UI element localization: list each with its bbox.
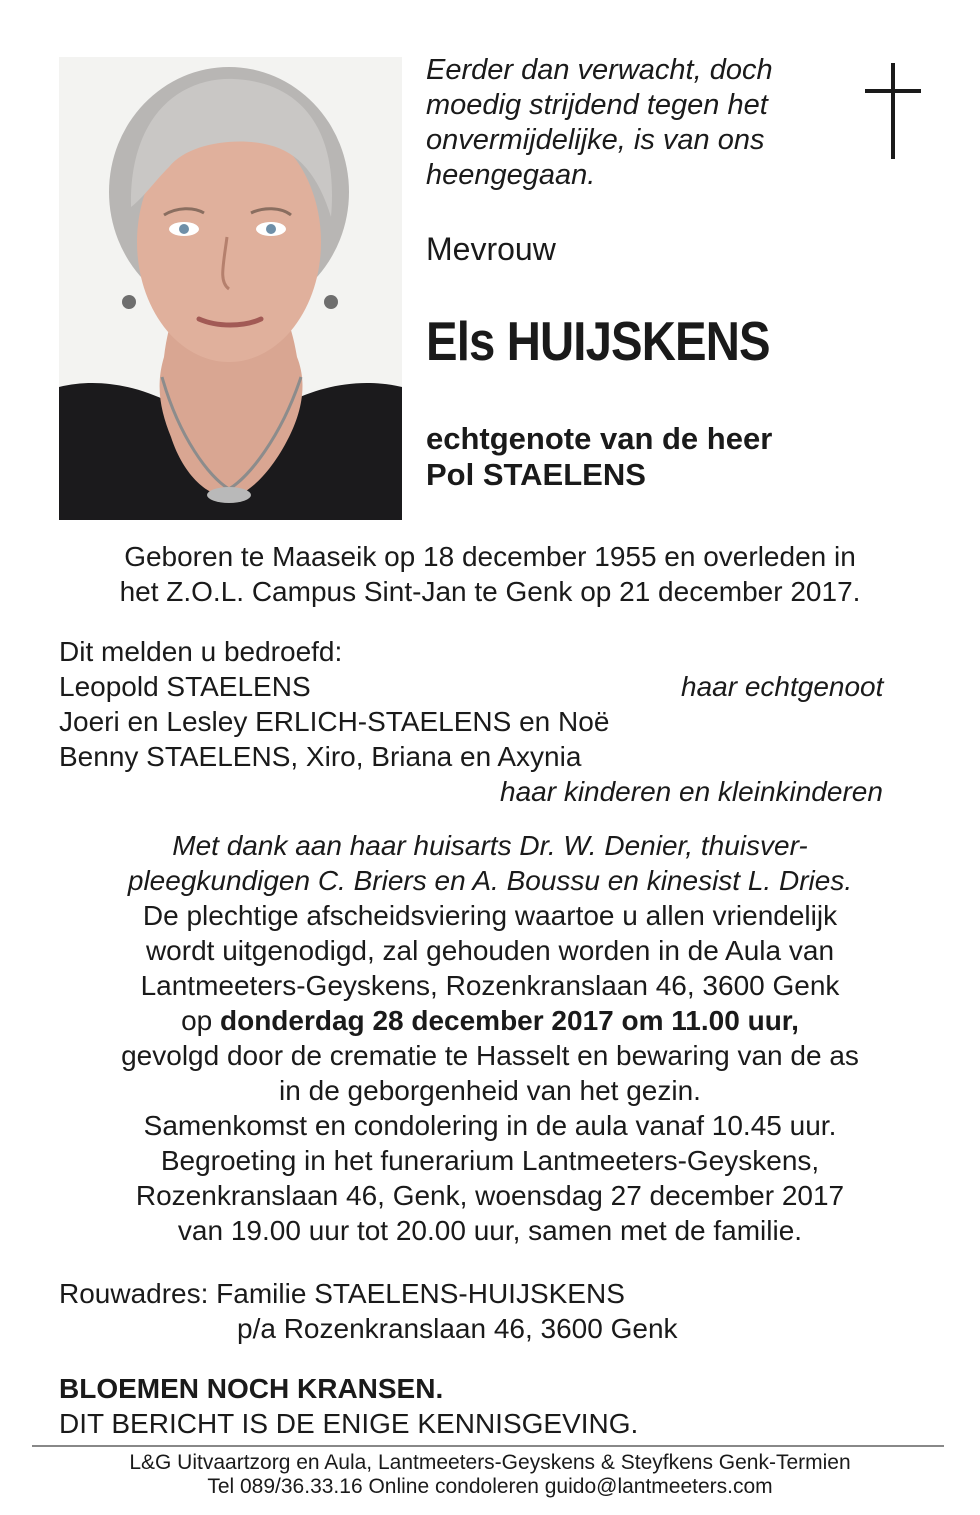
intro-quote-line: moedig strijdend tegen het xyxy=(426,89,768,121)
children-role: haar kinderen en kleinkinderen xyxy=(500,776,883,807)
thanks-line: Met dank aan haar huisarts Dr. W. Denier, thuisver- xyxy=(172,830,808,861)
mourning-address-street: p/a Rozenkranslaan 46, 3600 Genk xyxy=(237,1313,678,1344)
ceremony-line: Rozenkranslaan 46, Genk, woensdag 27 december 2017 xyxy=(135,1180,845,1211)
intro-quote-line: onvermijdelijke, is van ons xyxy=(426,124,765,156)
birth-death-line: het Z.O.L. Campus Sint-Jan te Genk op 21 december 2017. xyxy=(119,576,861,607)
ceremony-text xyxy=(40,828,940,1248)
ceremony-line: van 19.00 uur tot 20.00 uur, samen met de familie. xyxy=(177,1215,803,1246)
ceremony-line: Begroeting in het funerarium Lantmeeters-Geyskens, xyxy=(160,1145,820,1176)
spouse-line: Pol STAELENS xyxy=(426,457,646,492)
ceremony-line: De plechtige afscheidsviering waartoe u allen vriendelijk xyxy=(142,900,838,931)
mourning-address: Rouwadres: Familie STAELENS-HUIJSKENS xyxy=(59,1278,625,1309)
honorific-title: Mevrouw xyxy=(426,231,556,267)
ceremony-date-prefix: op xyxy=(181,1005,220,1036)
ceremony-line: Samenkomst en condolering in de aula vanaf 10.45 uur. xyxy=(143,1110,837,1141)
cross-icon xyxy=(863,63,923,159)
birth-death-line: Geboren te Maaseik op 18 december 1955 en overleden in xyxy=(124,541,856,572)
ceremony-date: donderdag 28 december 2017 om 11.00 uur, xyxy=(220,1005,799,1036)
footer-contact: Tel 089/36.33.16 Online condoleren guido@lantmeeters.com xyxy=(207,1475,773,1498)
ceremony-line: wordt uitgenodigd, zal gehouden worden in de Aula van xyxy=(145,935,835,966)
ceremony-line: Lantmeeters-Geyskens, Rozenkranslaan 46, 3600 Genk xyxy=(140,970,840,1001)
husband-name: Leopold STAELENS xyxy=(59,671,311,702)
ceremony-line: in de geborgenheid van het gezin. xyxy=(279,1075,701,1106)
footer-funeral-home: L&G Uitvaartzorg en Aula, Lantmeeters-Geyskens & Steyfkens Genk-Termien xyxy=(129,1451,851,1474)
intro-quote xyxy=(426,53,846,193)
birth-death-text xyxy=(40,539,940,609)
ceremony-line: gevolgd door de crematie te Hasselt en bewaring van de as xyxy=(121,1040,859,1071)
portrait-photo xyxy=(59,57,402,520)
thanks-line: pleegkundigen C. Briers en A. Boussu en kinesist L. Dries. xyxy=(127,865,853,896)
ceremony-date-line xyxy=(40,1003,940,1038)
flowers-notice: BLOEMEN NOCH KRANSEN. xyxy=(59,1373,444,1404)
spouse-info xyxy=(426,421,772,493)
intro-quote-line: heengegaan. xyxy=(426,159,596,191)
husband-role: haar echtgenoot xyxy=(681,671,884,702)
deceased-name: Els HUIJSKENS xyxy=(426,310,770,372)
notice-statement: DIT BERICHT IS DE ENIGE KENNISGEVING. xyxy=(59,1408,639,1439)
intro-quote-line: Eerder dan verwacht, doch xyxy=(426,54,773,86)
children-line: Benny STAELENS, Xiro, Briana en Axynia xyxy=(59,741,582,772)
spouse-line: echtgenote van de heer xyxy=(426,421,773,456)
children-line: Joeri en Lesley ERLICH-STAELENS en Noë xyxy=(59,706,610,737)
footer-divider xyxy=(32,1445,944,1447)
announce-intro: Dit melden u bedroefd: xyxy=(59,636,343,667)
